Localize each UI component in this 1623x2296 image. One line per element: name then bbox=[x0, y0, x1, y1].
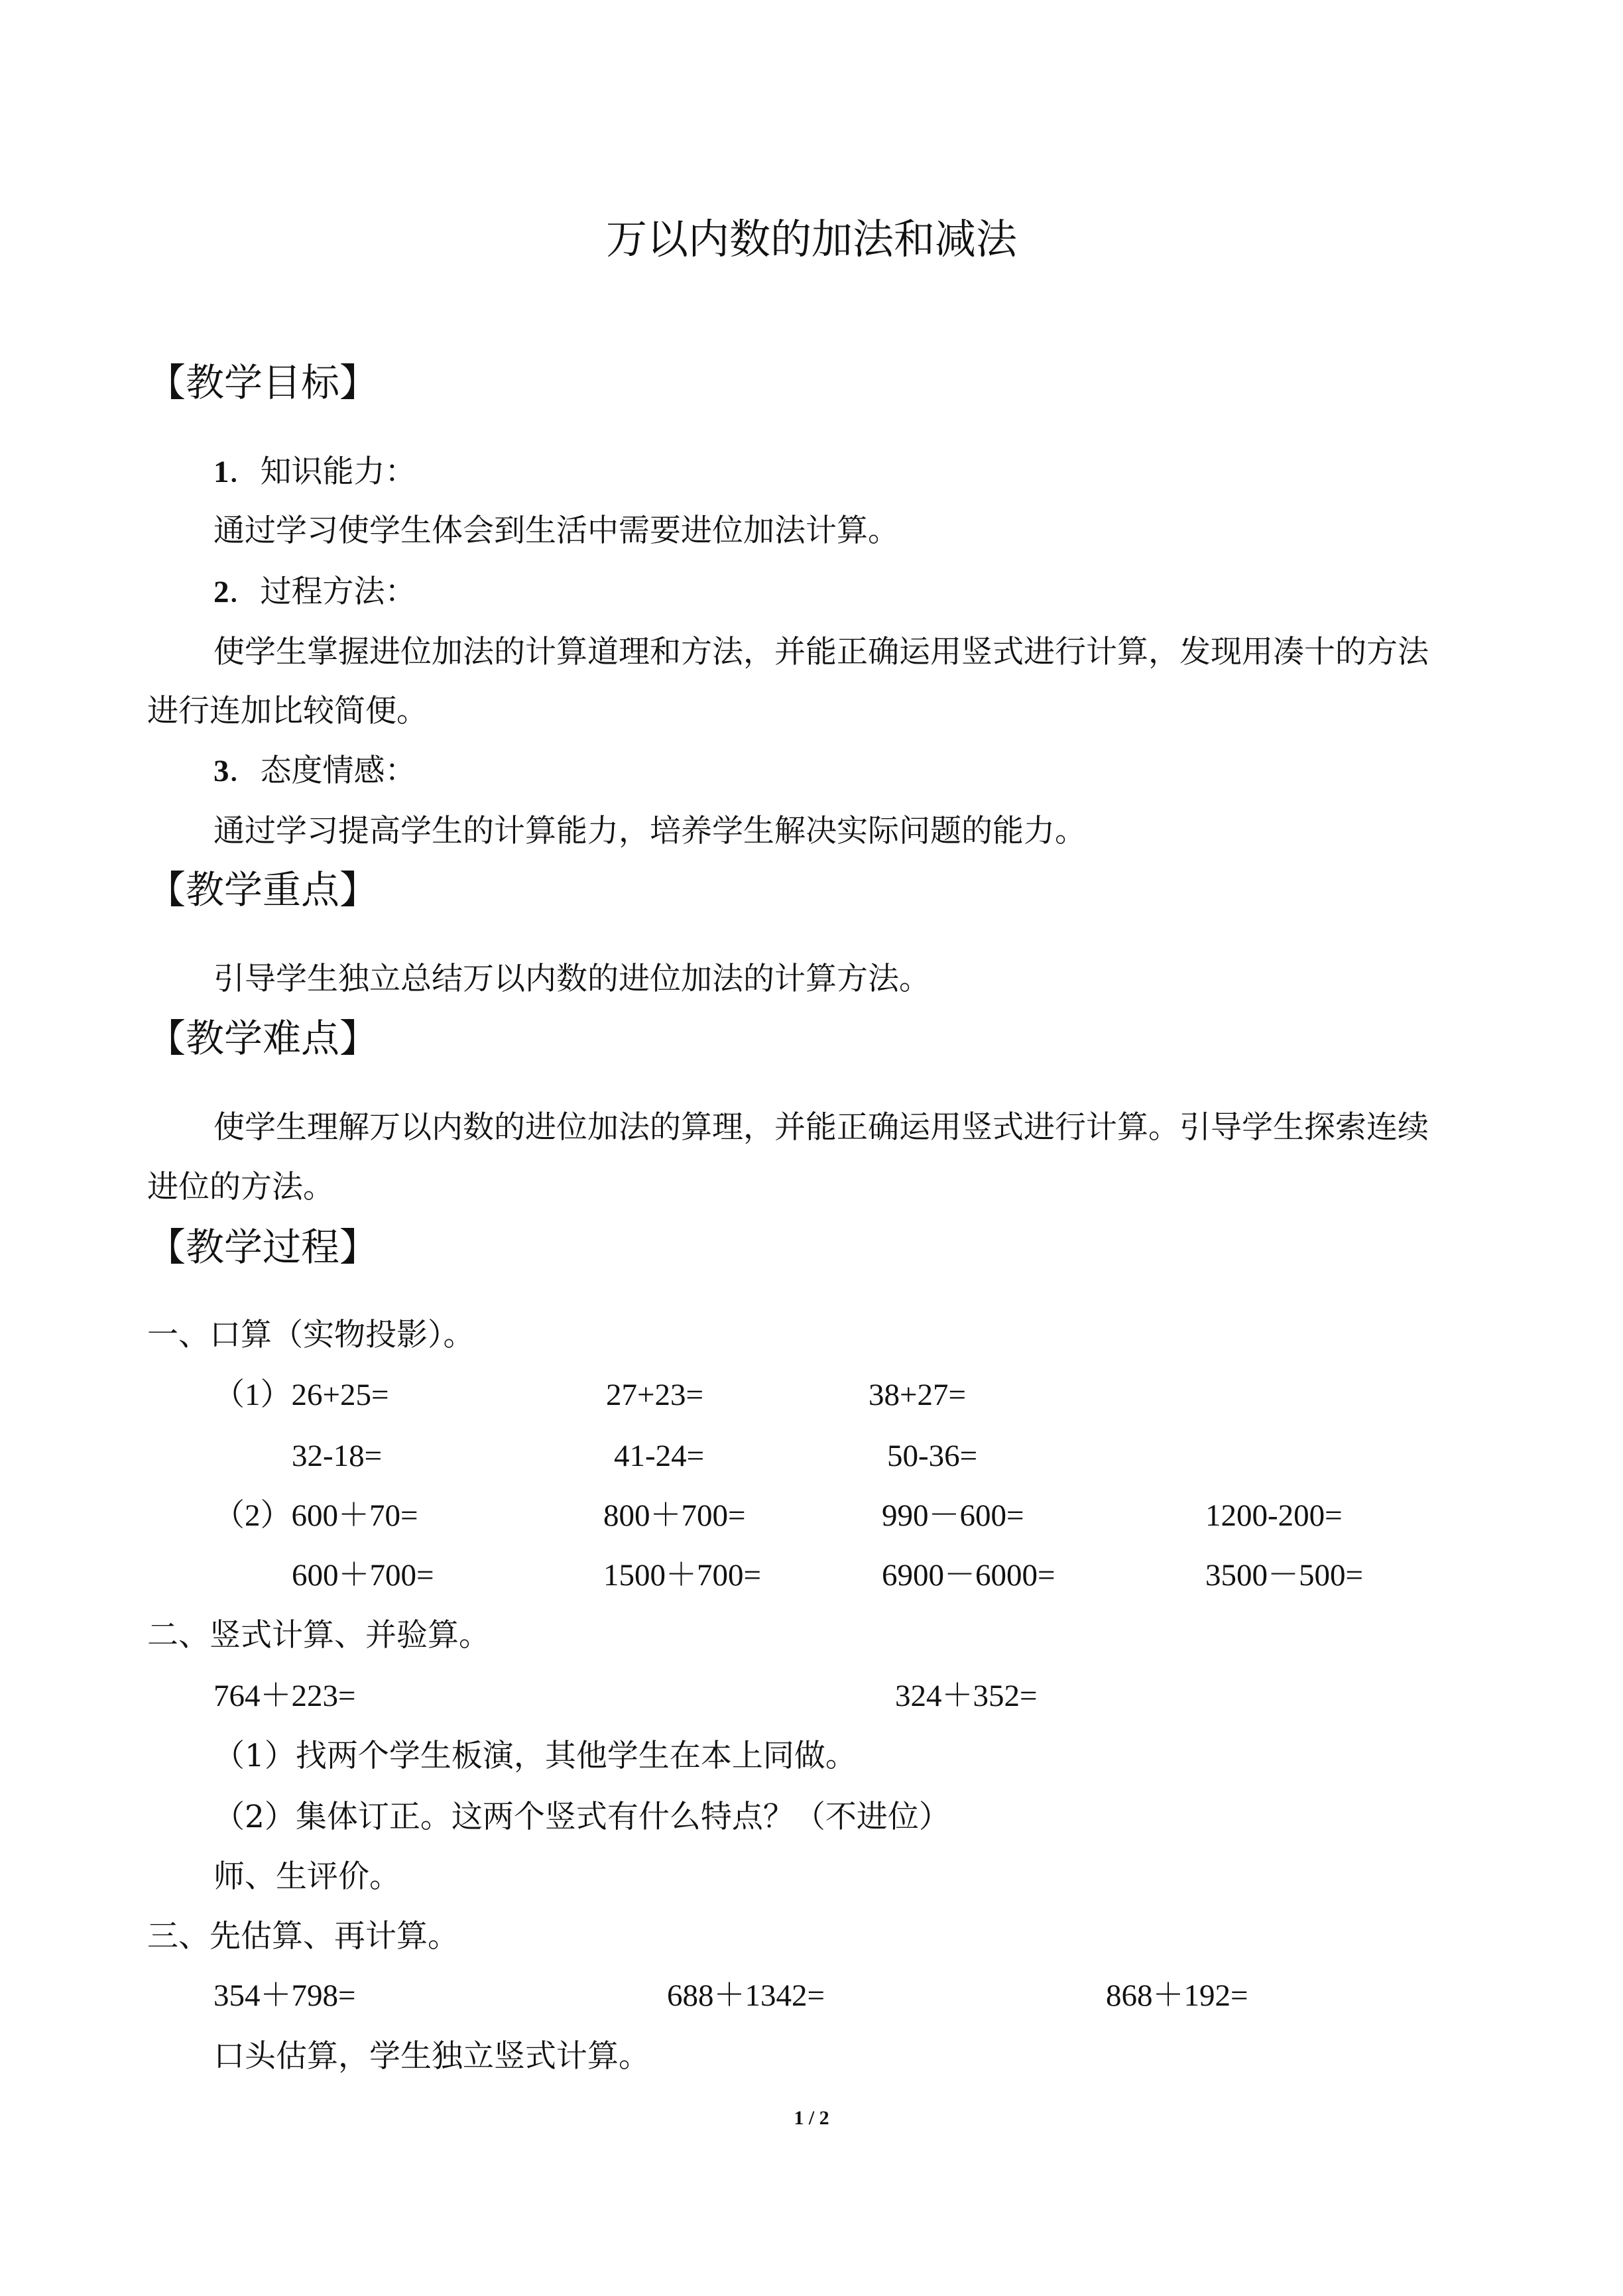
section-heading-process: 【教学过程】 bbox=[147, 1225, 379, 1270]
mental-calc-expr: （1）26+25= bbox=[213, 1378, 389, 1412]
mental-calc-expr: 600＋700= bbox=[292, 1558, 434, 1593]
section-heading-key-points: 【教学重点】 bbox=[147, 867, 379, 912]
estimate-expr: 688＋1342= bbox=[667, 1978, 825, 2013]
objective-3-text: 通过学习提高学生的计算能力，培养学生解决实际问题的能力。 bbox=[213, 813, 1086, 849]
vertical-calc-expr: 324＋352= bbox=[895, 1679, 1038, 1713]
objective-1-label bbox=[213, 453, 416, 490]
objective-1-number: 1 bbox=[213, 455, 229, 489]
part2-title: 二、竖式计算、并验算。 bbox=[147, 1617, 490, 1654]
mental-calc-expr: 6900－6000= bbox=[882, 1558, 1055, 1593]
mental-calc-expr: 50-36= bbox=[887, 1439, 978, 1473]
objective-2-title: ．过程方法： bbox=[229, 574, 416, 610]
mental-calc-expr: 27+23= bbox=[606, 1378, 704, 1412]
objective-1-text: 通过学习使学生体会到生活中需要进位加法计算。 bbox=[213, 513, 899, 549]
objective-1-title: ．知识能力： bbox=[229, 453, 416, 490]
part1-title: 一、口算（实物投影）。 bbox=[147, 1317, 475, 1353]
objective-2-text-line2: 进行连加比较简便。 bbox=[147, 693, 428, 729]
key-points-text: 引导学生独立总结万以内数的进位加法的计算方法。 bbox=[213, 961, 930, 997]
part3-note: 口头估算，学生独立竖式计算。 bbox=[213, 2038, 650, 2075]
mental-calc-expr: 3500－500= bbox=[1205, 1558, 1364, 1593]
objective-2-label bbox=[213, 576, 416, 608]
mental-calc-expr: 1500＋700= bbox=[603, 1558, 762, 1593]
section-heading-difficulties: 【教学难点】 bbox=[147, 1016, 379, 1061]
estimate-expr: 354＋798= bbox=[213, 1978, 356, 2013]
section-heading-objectives: 【教学目标】 bbox=[147, 360, 379, 405]
mental-calc-expr: 32-18= bbox=[292, 1439, 383, 1473]
part2-step2: （2）集体订正。这两个竖式有什么特点？（不进位） bbox=[213, 1799, 950, 1835]
mental-calc-expr: 1200-200= bbox=[1205, 1498, 1343, 1533]
mental-calc-expr: 990－600= bbox=[882, 1498, 1024, 1533]
mental-calc-expr: （2）600＋70= bbox=[213, 1498, 418, 1533]
part2-step3: 师、生评价。 bbox=[213, 1858, 400, 1895]
difficulties-text-line2: 进位的方法。 bbox=[147, 1169, 334, 1205]
objective-2-text-line1: 使学生掌握进位加法的计算道理和方法，并能正确运用竖式进行计算，发现用凑十的方法 bbox=[213, 634, 1429, 670]
page-indicator: 1 / 2 bbox=[794, 2107, 829, 2129]
part3-title: 三、先估算、再计算。 bbox=[147, 1918, 459, 1955]
objective-2-number: 2 bbox=[213, 575, 229, 609]
objective-3-label bbox=[213, 755, 416, 787]
vertical-calc-expr: 764＋223= bbox=[213, 1679, 356, 1713]
objective-3-title: ．态度情感： bbox=[229, 753, 416, 789]
difficulties-text-line1: 使学生理解万以内数的进位加法的算理，并能正确运用竖式进行计算。引导学生探索连续 bbox=[213, 1109, 1429, 1146]
part2-step1: （1）找两个学生板演，其他学生在本上同做。 bbox=[213, 1738, 857, 1774]
document-title: 万以内数的加法和减法 bbox=[605, 215, 1017, 263]
estimate-expr: 868＋192= bbox=[1106, 1978, 1248, 2013]
mental-calc-expr: 38+27= bbox=[869, 1378, 967, 1412]
objective-3-number: 3 bbox=[213, 754, 229, 788]
mental-calc-expr: 41-24= bbox=[614, 1439, 705, 1473]
mental-calc-expr: 800＋700= bbox=[603, 1498, 746, 1533]
